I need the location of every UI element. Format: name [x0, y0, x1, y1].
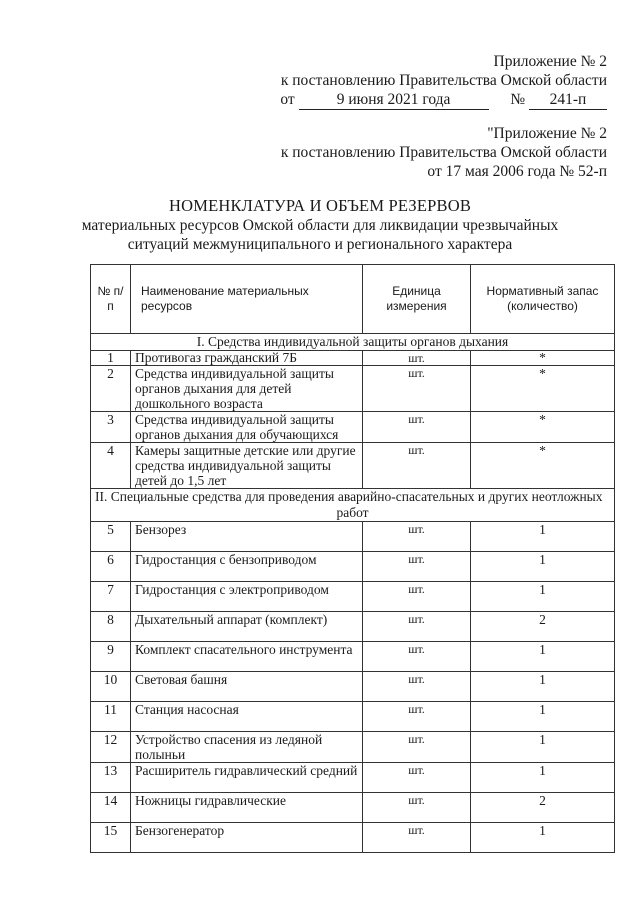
row-name: Средства индивидуальной защиты органов дыхания для обучающихся — [131, 412, 363, 443]
table-row — [91, 552, 615, 582]
row-name: Станция насосная — [131, 702, 363, 732]
row-qty: 2 — [471, 793, 615, 823]
row-num: 9 — [91, 642, 131, 672]
row-qty: 1 — [471, 732, 615, 763]
table-row — [91, 366, 615, 412]
title-main: НОМЕНКЛАТУРА И ОБЪЕМ РЕЗЕРВОВ — [168, 196, 472, 215]
appendix-header — [280, 52, 607, 110]
row-name: Гидростанция с бензоприводом — [131, 552, 363, 582]
table-row — [91, 672, 615, 702]
row-qty: 2 — [471, 612, 615, 642]
row-num: 1 — [91, 351, 131, 366]
row-name: Бензогенератор — [131, 823, 363, 853]
row-qty: * — [471, 366, 615, 412]
row-unit: шт. — [363, 672, 471, 702]
table-header-row — [91, 265, 615, 334]
section-1-title: I. Средства индивидуальной защиты органов дыхания — [91, 334, 615, 351]
row-unit: шт. — [363, 702, 471, 732]
row-qty: 1 — [471, 522, 615, 552]
row-qty: 1 — [471, 763, 615, 793]
col-header-unit: Единица измерения — [363, 265, 471, 334]
row-qty: 1 — [471, 582, 615, 612]
original-resolution-date: от 17 мая 2006 года № 52-п — [427, 163, 607, 180]
resolution-number: 241-п — [529, 90, 607, 110]
row-num: 5 — [91, 522, 131, 552]
title-sub-2: ситуаций межмуниципального и регионального характера — [127, 236, 513, 253]
row-qty: 1 — [471, 702, 615, 732]
row-unit: шт. — [363, 612, 471, 642]
row-unit: шт. — [363, 552, 471, 582]
row-qty: * — [471, 443, 615, 489]
section-2-title-line2: работ — [336, 505, 369, 520]
row-unit: шт. — [363, 642, 471, 672]
row-name: Комплект спасательного инструмента — [131, 642, 363, 672]
row-qty: * — [471, 351, 615, 366]
table-row — [91, 763, 615, 793]
row-qty: * — [471, 412, 615, 443]
original-appendix-header — [281, 124, 607, 181]
row-num: 12 — [91, 732, 131, 763]
row-name: Устройство спасения из ледяной полыньи — [131, 732, 363, 763]
row-name: Камеры защитные детские или другие средства индивидуальной защиты детей до 1,5 лет — [131, 443, 363, 489]
section-row — [91, 334, 615, 351]
resolution-date: 9 июня 2021 года — [299, 90, 489, 110]
resolution-date-line — [280, 90, 607, 110]
row-num: 14 — [91, 793, 131, 823]
from-label: от — [280, 91, 295, 108]
table-row — [91, 823, 615, 853]
row-num: 4 — [91, 443, 131, 489]
col-header-name: Наименование материальных ресурсов — [131, 265, 363, 334]
row-unit: шт. — [363, 351, 471, 366]
row-num: 13 — [91, 763, 131, 793]
row-num: 8 — [91, 612, 131, 642]
row-num: 7 — [91, 582, 131, 612]
row-num: 10 — [91, 672, 131, 702]
row-qty: 1 — [471, 642, 615, 672]
original-appendix-label: "Приложение № 2 — [487, 125, 607, 142]
row-name: Ножницы гидравлические — [131, 793, 363, 823]
table-row — [91, 793, 615, 823]
row-name: Бензорез — [131, 522, 363, 552]
row-name: Гидростанция с электроприводом — [131, 582, 363, 612]
section-row — [91, 489, 615, 522]
row-unit: шт. — [363, 522, 471, 552]
table-row — [91, 351, 615, 366]
row-unit: шт. — [363, 763, 471, 793]
resources-table — [90, 264, 615, 853]
row-unit: шт. — [363, 732, 471, 763]
row-num: 11 — [91, 702, 131, 732]
table-row — [91, 582, 615, 612]
col-header-num: № п/п — [91, 265, 131, 334]
table-row — [91, 702, 615, 732]
row-name: Световая башня — [131, 672, 363, 702]
row-name: Расширитель гидравлический средний — [131, 763, 363, 793]
table-row — [91, 642, 615, 672]
row-name: Противогаз гражданский 7Б — [131, 351, 363, 366]
row-unit: шт. — [363, 443, 471, 489]
row-qty: 1 — [471, 672, 615, 702]
row-num: 15 — [91, 823, 131, 853]
row-name: Дыхательный аппарат (комплект) — [131, 612, 363, 642]
table-row — [91, 443, 615, 489]
appendix-label: Приложение № 2 — [493, 53, 607, 70]
resolution-ref: к постановлению Правительства Омской области — [280, 72, 607, 89]
number-label: № — [510, 91, 526, 108]
row-unit: шт. — [363, 366, 471, 412]
row-unit: шт. — [363, 793, 471, 823]
row-unit: шт. — [363, 412, 471, 443]
row-name: Средства индивидуальной защиты органов дыхания для детей дошкольного возраста — [131, 366, 363, 412]
row-num: 3 — [91, 412, 131, 443]
col-header-qty: Нормативный запас (количество) — [471, 265, 615, 334]
row-qty: 1 — [471, 552, 615, 582]
row-unit: шт. — [363, 582, 471, 612]
table-row — [91, 732, 615, 763]
title-sub-1: материальных ресурсов Омской области для ликвидации чрезвычайных — [81, 217, 559, 234]
section-2-title — [91, 489, 615, 522]
row-qty: 1 — [471, 823, 615, 853]
table-row — [91, 412, 615, 443]
original-resolution-ref: к постановлению Правительства Омской области — [280, 144, 607, 161]
table-row — [91, 612, 615, 642]
table-row — [91, 522, 615, 552]
section-2-title-line1: II. Специальные средства для проведения аварийно-спасательных и других неотложных — [95, 489, 603, 504]
document-title — [0, 196, 640, 254]
row-num: 6 — [91, 552, 131, 582]
row-unit: шт. — [363, 823, 471, 853]
row-num: 2 — [91, 366, 131, 412]
